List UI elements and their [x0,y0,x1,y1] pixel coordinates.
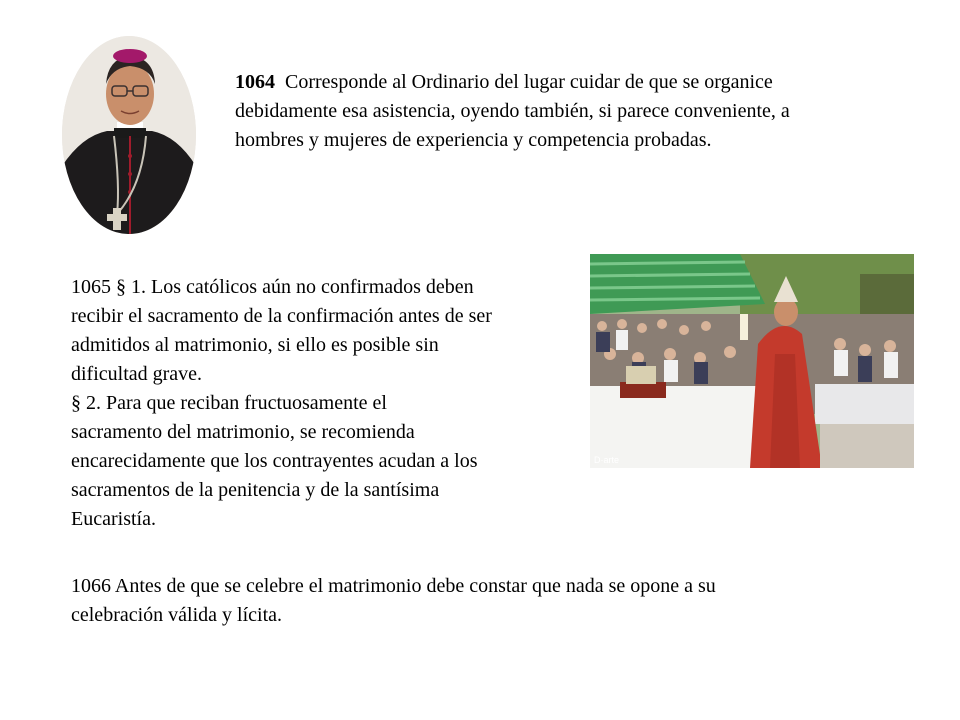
canon-1065-line-8: sacramentos de la penitencia y de la santísima [71,479,440,501]
canon-1064-text [235,68,925,155]
canon-1066-line-2: celebración válida y lícita. [71,604,283,626]
canon-1065-line-1: 1065 § 1. Los católicos aún no confirmados deben [71,276,474,298]
canon-1066-text [71,572,901,630]
ceremony-photo [590,254,914,468]
canon-1064-number: 1064 [235,71,275,93]
photo-credit: D·arte [594,455,620,465]
canon-1065-line-5: § 2. Para que reciban fructuosamente el [71,392,387,414]
canon-1066-line-1: 1066 Antes de que se celebre el matrimonio debe constar que nada se opone a su [71,575,716,597]
canon-1065-line-4: dificultad grave. [71,363,203,385]
canon-1065-line-9: Eucaristía. [71,508,156,530]
canon-1065-line-2: recibir el sacramento de la confirmación antes de ser [71,305,492,327]
canon-1064-line-1 [235,68,925,97]
bishop-portrait [62,36,196,234]
canon-1065-text [71,244,591,534]
canon-1064-line-3: hombres y mujeres de experiencia y competencia probadas. [235,129,712,151]
canon-1065-line-7: encarecidamente que los contrayentes acudan a los [71,450,478,472]
canon-1065-line-6: sacramento del matrimonio, se recomienda [71,421,415,443]
canon-1065-line-3: admitidos al matrimonio, si ello es posible sin [71,334,439,356]
canon-1064-line-1-text: Corresponde al Ordinario del lugar cuidar de que se organice [285,71,773,93]
canon-1064-line-2: debidamente esa asistencia, oyendo también, si parece conveniente, a [235,100,790,122]
